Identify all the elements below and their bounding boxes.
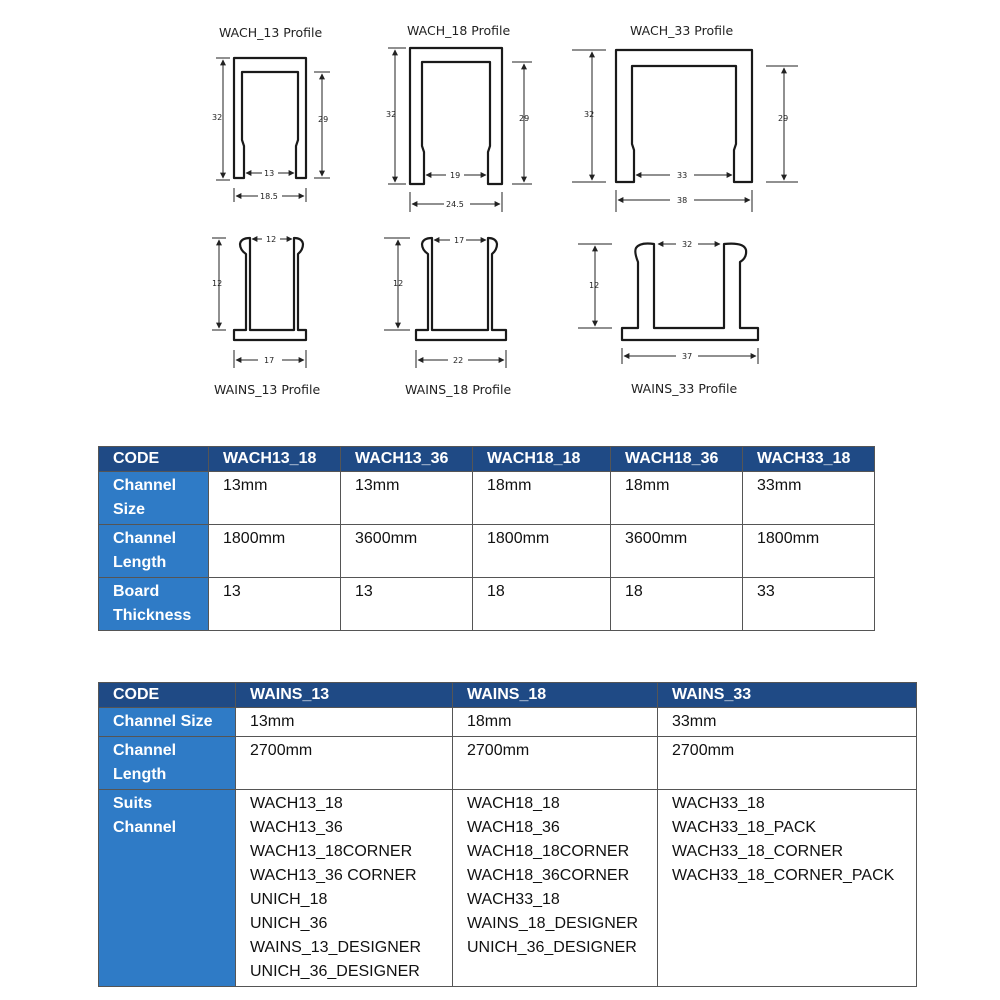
list-item: WACH13_18 — [250, 795, 343, 812]
header-cell: WAINS_33 — [658, 683, 917, 708]
list-item: WAINS_18_DESIGNER — [467, 915, 639, 932]
table-row — [99, 737, 917, 790]
list-item: WACH33_18 — [467, 891, 560, 908]
suits-list — [658, 790, 917, 987]
header-cell: WACH13_18 — [209, 447, 341, 472]
wach13-height-inner: 29 — [318, 115, 329, 124]
wach18-height-inner: 29 — [519, 114, 530, 123]
table-cell: 3600mm — [611, 525, 743, 578]
table-cell: 3600mm — [341, 525, 473, 578]
table-cell: 13 — [341, 578, 473, 631]
header-cell: WACH13_36 — [341, 447, 473, 472]
wains13-base: 17 — [264, 356, 275, 365]
wach-spec-table — [98, 446, 875, 631]
wach18-outer: 24.5 — [446, 200, 464, 209]
profile-drawings — [0, 0, 1000, 420]
table-cell: 33mm — [658, 708, 917, 737]
wains18-top: 17 — [454, 236, 465, 245]
wains33-title: WAINS_33 Profile — [631, 381, 738, 396]
row-label: Suits Channel — [99, 790, 236, 987]
row-label: Channel Size — [99, 708, 236, 737]
list-item: WACH18_18 — [467, 795, 560, 812]
row-label: Channel Size — [99, 472, 209, 525]
list-item: WACH13_36 — [250, 819, 343, 836]
table-cell: 1800mm — [209, 525, 341, 578]
table-cell: 18mm — [611, 472, 743, 525]
row-label: Channel Length — [99, 525, 209, 578]
wains13-profile — [212, 235, 321, 397]
wach18-profile — [386, 23, 532, 212]
wach13-outer: 18.5 — [260, 192, 278, 201]
header-cell: WACH33_18 — [743, 447, 875, 472]
wains13-height: 12 — [212, 279, 223, 288]
table-row — [99, 790, 917, 987]
table-cell: 18 — [611, 578, 743, 631]
list-item: UNICH_36_DESIGNER — [467, 939, 637, 956]
wach13-profile — [212, 25, 330, 202]
suits-list — [236, 790, 453, 987]
wach13-inner: 13 — [264, 169, 275, 178]
row-label: Board Thickness — [99, 578, 209, 631]
wains18-title: WAINS_18 Profile — [405, 382, 512, 397]
wains18-base: 22 — [453, 356, 464, 365]
header-cell: WACH18_18 — [473, 447, 611, 472]
list-item: WACH18_36CORNER — [467, 867, 630, 884]
wach33-outer: 38 — [677, 196, 688, 205]
table-cell: 1800mm — [743, 525, 875, 578]
suits-list — [453, 790, 658, 987]
wach33-height-inner: 29 — [778, 114, 789, 123]
table-cell: 18mm — [473, 472, 611, 525]
wains33-top: 32 — [682, 240, 693, 249]
table-cell: 13mm — [236, 708, 453, 737]
table-row — [99, 578, 875, 631]
wach33-title: WACH_33 Profile — [630, 23, 734, 38]
list-item: WACH33_18 — [672, 795, 765, 812]
list-item: WACH13_36 CORNER — [250, 867, 417, 884]
wains33-base: 37 — [682, 352, 693, 361]
wach18-height-outer: 32 — [386, 110, 397, 119]
wains13-title: WAINS_13 Profile — [214, 382, 321, 397]
table-cell: 18mm — [453, 708, 658, 737]
wach33-inner: 33 — [677, 171, 688, 180]
header-cell: CODE — [99, 683, 236, 708]
table-row — [99, 525, 875, 578]
list-item: UNICH_18 — [250, 891, 328, 908]
wach13-height-outer: 32 — [212, 113, 223, 122]
table-cell: 18 — [473, 578, 611, 631]
row-label: Channel Length — [99, 737, 236, 790]
wach13-title: WACH_13 Profile — [219, 25, 323, 40]
list-item: WACH33_18_CORNER_PACK — [672, 867, 895, 884]
table-row — [99, 472, 875, 525]
wains33-height: 12 — [589, 281, 600, 290]
wach33-height-outer: 32 — [584, 110, 595, 119]
table-cell: 1800mm — [473, 525, 611, 578]
header-cell: CODE — [99, 447, 209, 472]
table-cell: 13mm — [341, 472, 473, 525]
table-cell: 2700mm — [658, 737, 917, 790]
wains18-height: 12 — [393, 279, 404, 288]
wains-spec-table — [98, 682, 917, 987]
list-item: WACH33_18_PACK — [672, 819, 817, 836]
wains18-profile — [384, 236, 512, 397]
table-cell: 33 — [743, 578, 875, 631]
list-item: WACH13_18CORNER — [250, 843, 413, 860]
table-row — [99, 708, 917, 737]
wains13-top: 12 — [266, 235, 277, 244]
wach18-inner: 19 — [450, 171, 461, 180]
table-cell: 33mm — [743, 472, 875, 525]
table-header-row — [99, 683, 917, 708]
list-item: WACH18_36 — [467, 819, 560, 836]
header-cell: WAINS_13 — [236, 683, 453, 708]
list-item: UNICH_36_DESIGNER — [250, 963, 420, 980]
wach33-profile — [572, 23, 798, 212]
wach18-title: WACH_18 Profile — [407, 23, 511, 38]
header-cell: WACH18_36 — [611, 447, 743, 472]
table-cell: 2700mm — [453, 737, 658, 790]
list-item: UNICH_36 — [250, 915, 328, 932]
list-item: WACH18_18CORNER — [467, 843, 630, 860]
list-item: WAINS_13_DESIGNER — [250, 939, 422, 956]
table-cell: 13 — [209, 578, 341, 631]
table-cell: 2700mm — [236, 737, 453, 790]
table-cell: 13mm — [209, 472, 341, 525]
table-header-row — [99, 447, 875, 472]
wains33-profile — [578, 240, 758, 396]
list-item: WACH33_18_CORNER — [672, 843, 844, 860]
header-cell: WAINS_18 — [453, 683, 658, 708]
